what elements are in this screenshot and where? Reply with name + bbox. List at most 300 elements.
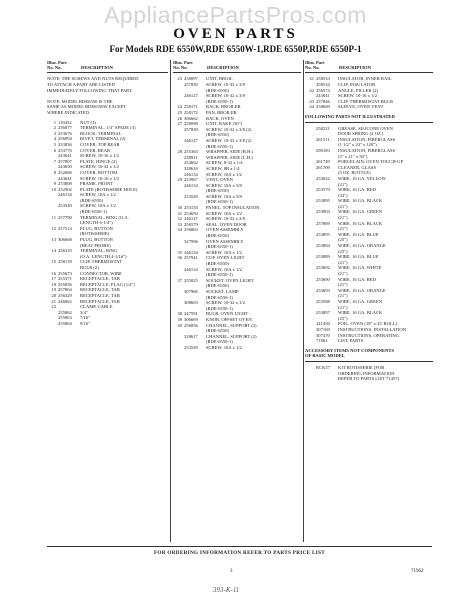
illus-no: 16 xyxy=(51,270,56,276)
part-no: 253549 xyxy=(184,193,198,199)
illus-no xyxy=(305,338,316,344)
note-line: NOTE: MODEL RDE6550 IS THE xyxy=(47,98,113,104)
parts-list xyxy=(47,120,168,327)
part-no: 258533 xyxy=(316,76,330,82)
part-no: 256856 xyxy=(184,322,198,328)
part-no: 255862 xyxy=(58,309,72,315)
part-description: (RDE-6550-1) xyxy=(206,244,233,250)
part-description: (RDE-6550) xyxy=(206,87,229,93)
part-description: WIRE, 16 GA. RED xyxy=(338,187,376,193)
part-no: 306669 xyxy=(184,316,198,322)
part-description: (1 1/2" x 24" x 120") xyxy=(338,142,377,148)
part-description: COVER, BOTTOM xyxy=(80,169,118,175)
part-description: INSTRUCTIONS, OPERATING xyxy=(338,332,399,338)
footer-note: FOR ORDERING INFORMATION REFER TO PARTS PRICE LIST xyxy=(153,550,326,556)
part-description: PORCELAIN, OVEN TOUCH-UP xyxy=(338,159,404,165)
header-illus-part: Illus. Part xyxy=(173,60,193,65)
footer-rule xyxy=(47,546,432,547)
part-description: WIRE, 16 GA. WHITE xyxy=(338,265,382,271)
illus-no: 44 xyxy=(309,104,314,110)
illus-no: 1 xyxy=(53,119,56,125)
header-no-no: No. No. xyxy=(305,65,320,71)
part-description: CHANNEL, SUPPORT (2) xyxy=(206,322,257,328)
illus-no: 3 xyxy=(53,130,56,136)
parts-list xyxy=(305,76,433,110)
part-description: COVER, REAR xyxy=(80,147,111,153)
part-no: 258098 xyxy=(184,121,198,127)
watermark: AppliancePartsPros.com xyxy=(104,2,367,28)
part-no: RCK57 xyxy=(316,364,331,370)
part-description: SCREW, 10-32 x 3/8 xyxy=(206,82,245,87)
part-description: (21") xyxy=(338,181,348,187)
column-header xyxy=(305,60,433,70)
part-description: SCREW, 10A x 1/2 xyxy=(80,203,116,209)
part-no: 246134 xyxy=(184,249,198,255)
header-illus-part: Illus. Part xyxy=(305,60,325,65)
column-header xyxy=(173,60,301,70)
part-description: PLUG, BUTTON xyxy=(80,225,113,231)
part-no: 256077 xyxy=(58,125,72,131)
part-description: CLIP, INSULATOR xyxy=(338,82,376,87)
part-no: 243641 xyxy=(316,93,330,99)
part-description: SCREW, 10A x 1/2 xyxy=(206,249,242,255)
part-description: WIRE, 16 GA. YELLOW xyxy=(338,175,386,181)
part-no: 261709 xyxy=(316,164,330,170)
illus-no: 24 xyxy=(177,104,182,110)
part-no: 257830 xyxy=(184,126,198,132)
illus-no: 40 xyxy=(177,322,182,328)
part-no: 258171 xyxy=(184,104,198,110)
illus-no: 5 xyxy=(53,141,56,147)
part-no: 253967 xyxy=(184,177,198,183)
part-description: SCREW, 10-16 x 1/2 xyxy=(80,175,119,181)
part-description: (O.A. LENGTH 4-1/16") xyxy=(80,253,127,259)
part-description: (3" x 21" x 50") xyxy=(338,153,368,159)
part-no: 253022 xyxy=(316,175,330,181)
note-line: IMMEDIATELY FOLLOWING THAT PART. xyxy=(47,87,133,93)
note-line: WHERE INDICATED. xyxy=(47,109,91,115)
header-description: DESCRIPTION xyxy=(339,65,371,71)
part-no: 247591 xyxy=(184,311,198,317)
part-description: SCREW, 10A x 1/2 xyxy=(206,171,242,177)
column-divider xyxy=(170,60,171,542)
part-description: SCREW, 10-32 x 3/8 (2) xyxy=(206,126,252,132)
part-no: 256310 xyxy=(58,248,72,254)
part-description: KNOB, OFFSET OVEN xyxy=(206,316,252,322)
part-description: CLEANER, GLASS xyxy=(338,164,377,170)
part-description: INSULATION, FIBERGLASS xyxy=(338,136,396,142)
part-no: 246862 xyxy=(58,298,72,304)
part-description: TERMINAL, RING xyxy=(80,248,118,254)
illus-no: 25 xyxy=(177,109,182,115)
part-description: WIRE, 16 GA. ORANGE xyxy=(338,243,386,249)
part-no: 253897 xyxy=(316,310,330,316)
part-description: INSTRUCTIONS, INSTALLATION xyxy=(338,326,407,332)
note-line: NOTE: THE SCREWS AND NUTS REQUIRED xyxy=(47,76,139,82)
part-no: 246127 xyxy=(184,137,198,143)
part-description: LENGTH 6-1/4") xyxy=(80,220,113,226)
part-no: 255864 xyxy=(58,320,72,326)
header-no-no: No. No. xyxy=(173,65,188,71)
part-description: RECEPTACLE, TAB xyxy=(80,292,120,298)
part-description: (21") xyxy=(338,282,348,288)
part-no: 261749 xyxy=(316,159,330,165)
part-description: RECEPTACLE, FLAG (1/4") xyxy=(80,281,135,287)
part-description: RECEPTACLE, TAB xyxy=(80,287,120,293)
part-description: PLUG, BUTTON xyxy=(80,237,113,243)
part-no: 243650 xyxy=(58,164,72,170)
part-no: 255825 xyxy=(184,277,198,283)
column-header xyxy=(47,60,168,70)
part-description: UNIT, BROIL xyxy=(206,76,233,82)
column-divider xyxy=(303,60,304,542)
part-no: 258534 xyxy=(316,82,330,87)
part-no: 253776 xyxy=(58,147,72,153)
part-no: 255856 xyxy=(58,281,72,287)
part-description: (RDE-6550-1) xyxy=(80,209,107,215)
part-row xyxy=(305,104,433,110)
part-no: 255363 xyxy=(184,149,198,155)
part-description: OVEN ASSEMBLY xyxy=(206,238,244,244)
part-no: 257846 xyxy=(316,98,330,104)
part-description: (RDE-6550-1) xyxy=(206,339,233,345)
part-description: (21") xyxy=(338,226,348,232)
part-no: 308603 xyxy=(184,300,198,306)
part-no: 256579 xyxy=(184,221,198,227)
part-no: 253894 xyxy=(316,243,330,249)
part-no: 256863 xyxy=(184,227,198,233)
part-no: 246127 xyxy=(184,216,198,222)
part-no: 255673 xyxy=(58,270,72,276)
part-description: SEAL, OVEN DOOR xyxy=(206,221,247,227)
illus-no: 27 xyxy=(177,121,182,127)
part-no: 253692 xyxy=(316,265,330,271)
part-no: 246134 xyxy=(184,171,198,177)
part-description: KIT ROTISSERIE (FOR xyxy=(338,364,385,370)
illus-no: 14 xyxy=(51,248,56,254)
part-description: (RDE-6550-1) xyxy=(206,98,233,104)
illus-no: 41 xyxy=(309,76,314,82)
part-description: DOOR SPRING (2 OZ.) xyxy=(338,131,384,137)
part-description: COVER, TOP REAR xyxy=(80,141,120,147)
part-no: 252686 xyxy=(58,169,72,175)
illus-no: 21 xyxy=(51,298,56,304)
part-no: 257790 xyxy=(58,214,72,220)
part-no: 253676 xyxy=(58,130,72,136)
part-no: 71962 xyxy=(316,338,328,344)
part-description: WIRE, 16 GA. GREEN xyxy=(338,298,383,304)
part-description: SCREW, 10-32 x 3/8 xyxy=(206,93,245,99)
part-description: (25") xyxy=(338,237,348,243)
part-description: WIRE, 16 GA. BLUE xyxy=(338,254,379,260)
part-no: 254662 xyxy=(184,160,198,166)
part-description: (25") xyxy=(338,315,348,321)
note-line: TO ATTACH A PART ARE LISTED xyxy=(47,82,115,87)
illus-no: 28 xyxy=(177,149,182,155)
part-no: 290183 xyxy=(316,147,330,153)
part-no: 257864 xyxy=(58,287,72,293)
part-description: (RDE-6550-1) xyxy=(206,199,233,205)
part-description: SCREW, 10A x 1/2 xyxy=(80,192,116,198)
part-no: 307966 xyxy=(184,288,198,294)
part-description: (RDE-6550-1) xyxy=(206,305,233,311)
page-title: OVEN PARTS xyxy=(173,26,298,42)
part-description: RACK, BROILER xyxy=(206,104,241,110)
part-description: (5 OZ. BOTTLE) xyxy=(338,170,371,176)
part-no: 246134 xyxy=(58,192,72,198)
part-no: 261511 xyxy=(316,136,330,142)
part-no: 252902 xyxy=(58,186,72,192)
part-description: WRAPPER, SIDE (L.H.) xyxy=(206,154,253,160)
illus-no xyxy=(305,376,316,382)
illus-no: 36 xyxy=(177,255,182,261)
part-description: (32") xyxy=(338,192,348,198)
part-description: TERMINAL, RING (O.A. xyxy=(80,214,129,220)
part-no: 256329 xyxy=(58,292,72,298)
illus-no: 8 xyxy=(53,169,56,175)
illus-no: 20 xyxy=(51,292,56,298)
part-description: FOIL, OVEN (18" x 25' ROLL) xyxy=(338,321,398,327)
part-description: (RDE-6550) xyxy=(206,283,229,289)
illus-no: 7 xyxy=(53,158,56,164)
part-description: FRAME, FRONT xyxy=(80,181,114,187)
parts-column-a xyxy=(47,60,168,548)
part-description: SCREW, 10-32 x 1/2 xyxy=(80,164,119,170)
part-description: (RDE-6550) xyxy=(206,188,229,194)
illus-no xyxy=(47,321,58,327)
part-no: 258669 xyxy=(316,104,330,110)
part-no: 119432 xyxy=(58,119,72,125)
part-no: 243641 xyxy=(58,153,72,159)
part-description: PLATE (ROTISSERIE HOLE) xyxy=(80,186,138,192)
part-no: 253895 xyxy=(316,231,330,237)
parts-list xyxy=(173,76,301,350)
part-no: 255371 xyxy=(58,276,72,282)
part-description: LIST, PARTS xyxy=(338,338,364,344)
part-description: WIRE, 16 GA. RED xyxy=(338,276,376,282)
illus-no: 12 xyxy=(51,225,56,231)
section-title: OF BASIC MODEL xyxy=(305,353,345,359)
part-description: WIRE, 16 GA. BLACK xyxy=(338,198,383,204)
part-no: 307470 xyxy=(316,332,330,338)
illus-no: 33 xyxy=(177,221,182,227)
illus-no: 35 xyxy=(177,249,182,255)
part-no: 256094 xyxy=(58,136,72,142)
part-description: (RDE-6550-1) xyxy=(206,272,233,278)
part-description: SLEEVE, OVEN VENT xyxy=(338,104,384,110)
part-description: WIRE, 16 GA. BLACK xyxy=(338,220,383,226)
part-no: 257514 xyxy=(58,225,72,231)
part-description: (21") xyxy=(338,215,348,221)
parts-column-c xyxy=(305,60,433,548)
part-no: 253808 xyxy=(58,181,72,187)
part-description: (HEAT PROBE) xyxy=(80,242,111,248)
part-no: 255863 xyxy=(58,315,72,321)
part-no: 253836 xyxy=(58,141,72,147)
part-no: 257869 xyxy=(316,220,330,226)
illus-no: 31 xyxy=(177,210,182,216)
part-no: 253588 xyxy=(316,298,330,304)
handwritten-note: 393-K-11 xyxy=(213,586,240,594)
part-no: 246134 xyxy=(184,182,198,188)
section-title: ACCESSORY ITEMS NOT COMPONENTS xyxy=(305,347,395,353)
part-no: 327996 xyxy=(184,238,198,244)
part-description: 7/16" xyxy=(80,315,91,321)
part-description: RACK, OVEN xyxy=(206,115,234,121)
part-description: WIRE, 16 GA. GREEN xyxy=(338,209,383,215)
part-description: SCREW, 10A x 1/2 xyxy=(206,344,242,350)
part-description: SCREW, 10-32 x 3/8 (2) xyxy=(206,137,252,143)
part-description: UNIT, BAKE (30") xyxy=(206,121,243,127)
part-description: SOCKET, OVEN LIGHT xyxy=(206,277,254,283)
part-no: 258221 xyxy=(316,125,330,131)
illus-no: 19 xyxy=(51,287,56,293)
part-description: SCREW, 10A x 1/2 xyxy=(206,210,242,216)
parts-column-b xyxy=(173,60,301,548)
illus-no: 37 xyxy=(177,277,182,283)
part-description: WIRE, 16 GA. BLACK xyxy=(338,310,383,316)
part-description: WIRE, 16 GA. ORANGE xyxy=(338,287,386,293)
part-no: 253540 xyxy=(58,203,72,209)
part-description: (21") xyxy=(338,271,348,276)
part-description: SCREW, 8B x 1/4 xyxy=(206,165,240,171)
part-description: (RDE-6550) xyxy=(206,261,229,266)
part-description: CHANNEL, SUPPORT (2) xyxy=(206,333,257,339)
part-no: 328617 xyxy=(184,333,198,339)
illus-no: 42 xyxy=(309,87,314,93)
illus-no xyxy=(173,345,184,351)
part-no: 246134 xyxy=(184,266,198,272)
illus-no: 2 xyxy=(53,125,56,131)
part-no: 253895 xyxy=(316,198,330,204)
page-number: 3 xyxy=(230,569,233,574)
part-description: TERMINAL, 1/4" SPADE (3) xyxy=(80,125,136,131)
illus-no: 43 xyxy=(309,98,314,104)
part-description: NUT (3) xyxy=(80,119,96,125)
parts-list xyxy=(305,365,433,382)
part-description: (25") xyxy=(338,248,348,254)
part-description: INSULATOR, INNER RAIL xyxy=(338,76,392,82)
header-description: DESCRIPTION xyxy=(81,65,113,71)
illus-no: 4 xyxy=(53,136,56,142)
illus-no: 38 xyxy=(177,311,182,317)
doc-code: 71962 xyxy=(411,569,424,574)
part-description: BLOCK, TERMINAL xyxy=(80,130,122,136)
part-description: (21") xyxy=(338,304,348,310)
part-no xyxy=(316,376,338,382)
part-description: SCREW, 10-32 x 1/2 xyxy=(206,300,245,306)
part-no: 238911 xyxy=(184,154,198,160)
part-description: (RDE-6550) xyxy=(80,197,103,203)
part-description: 9/16" xyxy=(80,320,91,326)
part-description: GREASE, SILICONE OVEN xyxy=(338,125,393,131)
part-description: ANGLE, FILLER (2) xyxy=(338,87,378,93)
part-no: 258172 xyxy=(184,109,198,115)
note-line: SAME AS MODEL RDE6550W EXCEPT xyxy=(47,104,127,110)
part-description: RECEPTACLE, TAB xyxy=(80,298,120,304)
part-no: 253903 xyxy=(316,209,330,215)
illus-no: 11 xyxy=(51,214,56,220)
parts-list xyxy=(305,126,433,344)
part-no: 306662 xyxy=(184,115,198,121)
part-description: PANEL, TOP INSULATION xyxy=(206,205,260,211)
part-description: SCREW, 10A x 5/8 xyxy=(206,193,242,199)
part-description: BULB (2) xyxy=(80,265,99,270)
part-no: 243641 xyxy=(58,175,72,181)
header-illus-part: Illus. Part xyxy=(47,60,67,65)
part-no: 257807 xyxy=(58,158,72,164)
part-description: SCREW, 10A x 1/2 xyxy=(206,266,242,272)
part-no: 246127 xyxy=(184,93,198,99)
part-no: 306668 xyxy=(58,237,72,243)
part-description: CLAMP, CABLE xyxy=(80,304,113,310)
part-no: 307169 xyxy=(316,326,330,332)
part-description: CLIP, THERMOSTAT BULB xyxy=(338,98,393,104)
illus-no: 15 xyxy=(51,259,56,265)
part-no: 258097 xyxy=(184,76,198,82)
part-no: 253690 xyxy=(316,276,330,282)
part-no: 253549 xyxy=(184,344,198,350)
part-description: (RDE-6550) xyxy=(206,328,229,334)
header-description: DESCRIPTION xyxy=(207,65,239,71)
part-description: (21") xyxy=(338,203,348,209)
part-description: (RDE-6550) xyxy=(206,132,229,138)
part-no: 328616 xyxy=(184,165,198,171)
part-no: 257941 xyxy=(184,255,198,261)
illus-no: 23 xyxy=(177,76,182,82)
part-description: BULB, OVEN LIGHT xyxy=(206,311,249,317)
part-description: WIRE, 16 GA. BLUE xyxy=(338,231,379,237)
part-description: CLIP, THERMOSTAT xyxy=(80,259,122,265)
part-description: (21") xyxy=(338,259,348,265)
header-no-no: No. No. xyxy=(47,65,62,71)
part-description: OVEN ASSEMBLY xyxy=(206,227,244,233)
illus-no: 17 xyxy=(51,276,56,282)
part-description: SCREW, 10-32 x 3/8 xyxy=(206,216,245,222)
part-description: CUP, OVEN LIGHT xyxy=(206,255,245,261)
illus-no: 39 xyxy=(177,316,182,322)
illus-no: 29 xyxy=(177,177,182,183)
part-description: ORDERING INFORMATION xyxy=(338,370,395,376)
part-description: INSULATION, FIBERGLASS xyxy=(338,147,396,153)
illus-no: 30 xyxy=(177,205,182,211)
part-description: (ROTISSERIE) xyxy=(80,231,110,237)
part-description: (RDE-6550) xyxy=(206,233,229,239)
illus-no: 6 xyxy=(53,147,56,153)
part-description: SCREW, 8-32 x 1/4 xyxy=(206,160,243,166)
part-description: CONNECTOR, WIRE xyxy=(80,270,122,276)
part-row xyxy=(305,338,433,344)
illus-no: 18 xyxy=(51,281,56,287)
part-description: WRAPPER, SIDE (R.H.) xyxy=(206,149,254,155)
part-no: 256574 xyxy=(316,87,330,93)
illus-no: 9 xyxy=(53,181,56,187)
page-subtitle: For Models RDE 6550W,RDE 6550W-1,RDE 6550P,RDE 6550P-1 xyxy=(109,44,362,54)
part-description: REFER TO PARTS LIST 71457) xyxy=(338,376,400,382)
part-no: 258139 xyxy=(58,259,72,265)
part-description: VENT, OVEN xyxy=(206,177,233,183)
part-description: SCREW, 10-16 x 1/2 xyxy=(338,93,377,99)
part-no: 257830 xyxy=(184,82,198,87)
part-description: (RDE-6550-1) xyxy=(206,294,233,300)
part-no: 253570 xyxy=(316,187,330,193)
illus-no: 10 xyxy=(51,186,56,192)
part-description: SCREW, 10-16 x 1/2 xyxy=(80,153,119,159)
illus-no: 26 xyxy=(177,115,182,121)
part-description: 3/4" xyxy=(80,309,88,315)
part-no: 241450 xyxy=(316,321,330,327)
part-description: SCREW, 10A x 5/8 xyxy=(206,182,242,188)
